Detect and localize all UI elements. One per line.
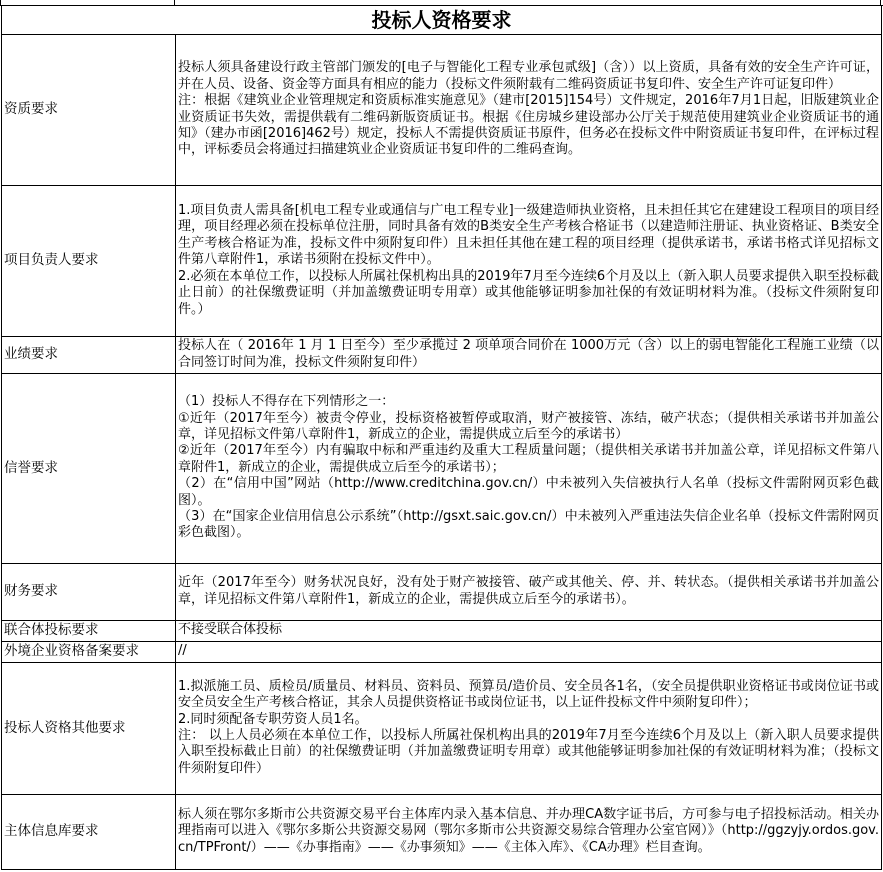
requirement-text: 投标人在（ 2016年 1 月 1 日至今）至少承揽过 2 项单项合同价在 1000万元（含）以上的弱电智能化工程施工业绩（以合同签订时间为准，投标文件须附复印件） [178,338,879,370]
requirement-row [2,642,882,663]
requirement-text: （1）投标人不得存在下列情形之一： [178,394,395,410]
requirement-row [2,337,882,374]
requirement-text: 注：根据《建筑业企业管理规定和资质标准实施意见》（建市[2015]154号）文件规定，2016年7月1日起，旧版建筑业企业资质证书失效，需提供载有二维码新版资质证书。根据《住房城乡建设部办公厅关于规范使用建筑业企业资质证书的通知》（建办市函[2016]462号）规定，投标人不需提供资质证书原件，但务必在投标文件中附资质证书复印件，在评标过程中，评标委员会将通过扫描建筑业企业资质证书复印件的二维码查询。 [178,93,879,158]
requirement-text: （3）在“国家企业信用信息公示系统”（http://gsxt.saic.gov.cn/）中未被列入严重违法失信企业名单（投标文件需附网页彩色截图）。 [178,509,879,541]
requirement-row [2,35,882,186]
requirement-label: 联合体投标要求 [2,621,176,642]
requirement-row [2,186,882,337]
requirement-label: 主体信息库要求 [2,795,176,870]
title-row [2,6,882,35]
requirement-content [176,374,882,564]
requirement-content [176,795,882,870]
requirement-text: 2.同时须配备专职劳资人员1名。 [178,711,368,727]
requirement-row [2,795,882,870]
requirement-row [2,621,882,642]
requirement-text: 投标人须具备建设行政主管部门颁发的[电子与智能化工程专业承包贰级]（含））以上资质，具备有效的安全生产许可证，并在人员、设备、资金等方面具有相应的能力（投标文件须附载有二维码资质证书复印件、安全生产许可证复印件） [178,60,879,92]
requirement-label: 外境企业资格备案要求 [2,642,176,663]
requirement-text: 2.必须在本单位工作，以投标人所属社保机构出具的2019年7月至今连续6个月及以上（新入职人员要求提供入职至投标截止日前）的社保缴费证明（并加盖缴费证明专用章）或其他能够证明参加社保的有效证明材料为准。（投标文件须附复印件。） [178,268,879,317]
requirement-content [176,642,882,663]
requirement-row [2,564,882,621]
requirement-text: 1.项目负责人需具备[机电工程专业或通信与广电工程专业]一级建造师执业资格，且未担任其它在建建设工程项目的项目经理，项目经理必须在投标单位注册，同时具备有效的B类安全生产考核合格证书（以建造师注册证、执业资格证、B类安全生产考核合格证为准，投标文件中须附复印件）且未担任其他在建工程的项目经理（提供承诺书，承诺书格式详见招标文件第八章附件1，承诺书须附在投标文件中）。 [178,203,879,268]
requirement-content [176,621,882,642]
requirement-label: 项目负责人要求 [2,186,176,337]
requirement-label: 业绩要求 [2,337,176,374]
requirement-text: 标人须在鄂尔多斯市公共资源交易平台主体库内录入基本信息、并办理CA数字证书后，方可参与电子招投标活动。相关办理指南可以进入《鄂尔多斯公共资源交易网（鄂尔多斯市公共资源交易综合管理办公室官网）》（http://ggzyjy.ordos.gov.cn/TPFront/）——《办事指南》——《办事须知》——《主体入库》、《CA办理》栏目查询。 [178,806,879,855]
requirement-content [176,337,882,374]
requirement-text: 不接受联合体投标 [178,622,283,638]
requirement-text: 1.拟派施工员、质检员/质量员、材料员、资料员、预算员/造价员、安全员各1名，（安全员提供职业资格证书或岗位证书或安全员安全生产考核合格证，其余人员提供资格证书或岗位证书，以上证件投标文件中须附复印件）； [178,678,879,711]
requirement-content [176,35,882,186]
requirement-text: ①近年（2017年至今）被责令停业，投标资格被暂停或取消，财产被接管、冻结，破产状态；（提供相关承诺书并加盖公章，详见招标文件第八章附件1，新成立的企业，需提供成立后至今的承诺书） [178,410,879,442]
requirement-text: // [178,643,187,659]
requirement-row [2,374,882,564]
requirement-label: 资质要求 [2,35,176,186]
requirement-label: 信誉要求 [2,374,176,564]
requirement-label: 投标人资格其他要求 [2,663,176,795]
requirement-content [176,564,882,621]
requirement-text: ②近年（2017年至今）内有骗取中标和严重违约及重大工程质量问题；（提供相关承诺书并加盖公章，详见招标文件第八章附件1，新成立的企业，需提供成立后至今的承诺书）； [178,443,879,475]
bidder-qualification-table [1,5,882,870]
requirement-text: （2）在“信用中国”网站（http://www.creditchina.gov.cn/）中未被列入失信被执行人名单（投标文件需附网页彩色截图）。 [178,476,879,508]
requirement-text: 注： 以上人员必须在本单位工作，以投标人所属社保机构出具的2019年7月至今连续6个月及以上（新入职人员要求提供入职至投标截止日前）的社保缴费证明（并加盖缴费证明专用章）或其他能够证明参加社保的有效证明材料为准；（投标文件须附复印件） [178,728,879,776]
requirement-row [2,663,882,795]
requirement-content [176,186,882,337]
requirement-text: 近年（2017年至今）财务状况良好，没有处于财产被接管、破产或其他关、停、并、转状态。（提供相关承诺书并加盖公章，详见招标文件第八章附件1，新成立的企业，需提供成立后至今的承诺书）。 [178,575,879,607]
requirement-content [176,663,882,795]
requirement-label: 财务要求 [2,564,176,621]
table-title: 投标人资格要求 [2,6,882,35]
